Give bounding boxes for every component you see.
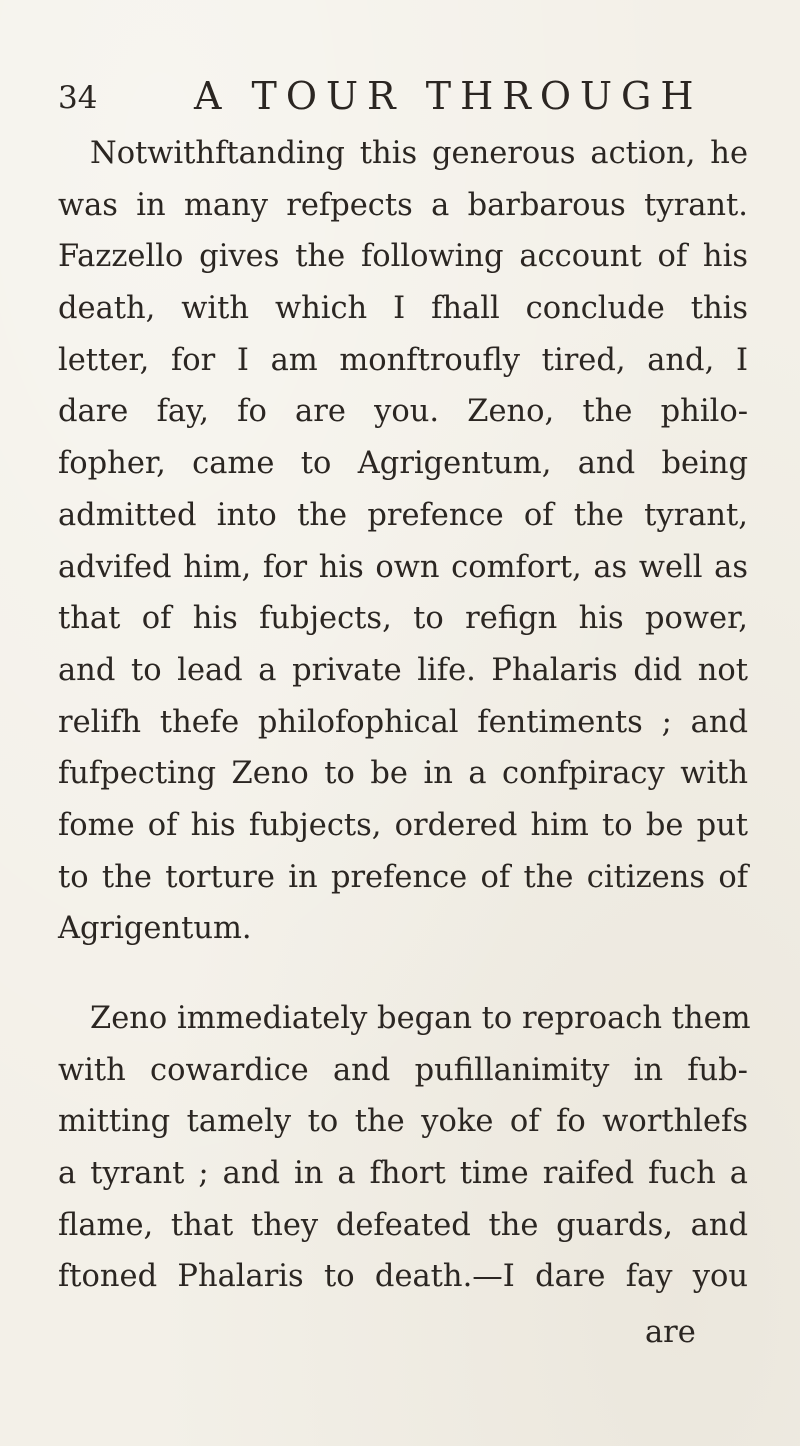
- paragraph: [58, 128, 748, 955]
- page-number: 34: [58, 80, 98, 116]
- text-line: fopher, came to Agrigentum, and being: [58, 446, 748, 482]
- text-line: fufpecting Zeno to be in a confpiracy with: [58, 756, 748, 792]
- text-line: Agrigentum.: [58, 911, 252, 947]
- text-line: letter, for I am monftroufly tired, and, I: [58, 342, 748, 378]
- paragraph-gap: [58, 955, 748, 993]
- text-line: Fazzello gives the following account of his: [58, 239, 748, 275]
- text-line: dare fay, fo are you. Zeno, the philo-: [58, 394, 748, 430]
- text-line: and to lead a private life. Phalaris did not: [58, 652, 748, 688]
- text-line: fome of his fubjects, ordered him to be put: [58, 807, 748, 843]
- paragraph: [58, 993, 751, 1303]
- text-line: ftoned Phalaris to death.—I dare fay you: [58, 1259, 748, 1295]
- catchword: are: [645, 1315, 696, 1350]
- text-line: Zeno immediately began to reproach them: [90, 1001, 751, 1036]
- text-line: a tyrant ; and in a fhort time raifed fuch a: [58, 1156, 748, 1192]
- page-header: [58, 74, 758, 124]
- text-line: that of his fubjects, to refign his power,: [58, 601, 748, 637]
- text-line: admitted into the prefence of the tyrant,: [58, 497, 748, 533]
- text-line: death, with which I fhall conclude this: [58, 291, 748, 327]
- text-line: to the torture in prefence of the citizens of: [58, 859, 748, 895]
- text-line: Notwithftanding this generous action, he: [90, 136, 748, 171]
- text-line: relifh thefe philofophical fentiments ; and: [58, 704, 748, 740]
- text-line: with cowardice and pufillanimity in fub-: [58, 1052, 748, 1088]
- text-line: was in many refpects a barbarous tyrant.: [58, 187, 748, 223]
- text-line: mitting tamely to the yoke of fo worthlefs: [58, 1104, 748, 1140]
- text-line: flame, that they defeated the guards, and: [58, 1207, 748, 1243]
- running-title: A TOUR THROUGH: [194, 74, 703, 118]
- text-line: advifed him, for his own comfort, as well as: [58, 549, 748, 585]
- body-text: [58, 128, 751, 1303]
